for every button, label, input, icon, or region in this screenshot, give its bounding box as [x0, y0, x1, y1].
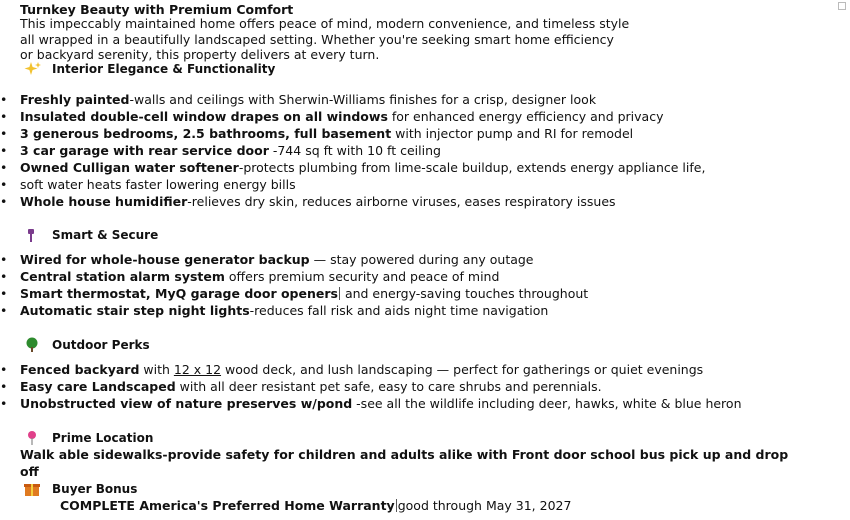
- list-item: • Automatic stair step night lights-reduces fall risk and aids night time navigation: [0, 303, 549, 318]
- list-item: • Central station alarm system offers premium security and peace of mind: [0, 269, 500, 284]
- interior-list: [0, 91, 850, 210]
- text-cursor: [396, 499, 397, 512]
- smart-list: [0, 251, 850, 319]
- intro-line: all wrapped in a beautifully landscaped setting. Whether you're seeking smart home efficiency: [20, 31, 614, 47]
- page-title: Turnkey Beauty with Premium Comfort: [20, 2, 294, 17]
- tree-icon: [24, 337, 42, 353]
- section-heading-label: Smart & Secure: [52, 228, 159, 242]
- bonus-line: COMPLETE America's Preferred Home Warranty good through May 31, 2027: [60, 498, 572, 513]
- section-heading-outdoor: [24, 337, 150, 353]
- section-heading-location: [24, 430, 153, 446]
- list-item-continued: • soft water heats faster lowering energy bills: [0, 177, 296, 192]
- section-heading-interior: [24, 61, 275, 77]
- pushpin-icon: [24, 430, 42, 446]
- list-item: • Fenced backyard with 12 x 12 wood deck, and lush landscaping — perfect for gatherings or quiet evenings: [0, 362, 704, 377]
- lock-icon: [24, 227, 42, 243]
- list-item: • Owned Culligan water softener-protects plumbing from lime-scale buildup, extends energy appliance life,: [0, 160, 706, 175]
- sparkles-icon: [24, 61, 42, 77]
- intro-paragraph: [20, 16, 629, 63]
- gift-icon: [24, 481, 42, 497]
- list-item: • 3 generous bedrooms, 2.5 bathrooms, full basement with injector pump and RI for remodel: [0, 126, 634, 141]
- location-line: off: [20, 464, 39, 479]
- section-heading-label: Outdoor Perks: [52, 338, 150, 352]
- outdoor-list: [0, 361, 850, 412]
- text-cursor: [339, 287, 340, 300]
- list-item: • Whole house humidifier-relieves dry skin, reduces airborne viruses, eases respiratory issues: [0, 194, 616, 209]
- intro-line: or backyard serenity, this property delivers at every turn.: [20, 47, 380, 62]
- section-heading-label: Prime Location: [52, 431, 154, 445]
- section-heading-bonus: [24, 481, 137, 497]
- list-item: • Easy care Landscaped with all deer resistant pet safe, easy to care shrubs and perennials.: [0, 379, 602, 394]
- list-item: • Smart thermostat, MyQ garage door openers and energy-saving touches throughout: [0, 286, 589, 301]
- list-item: • 3 car garage with rear service door -744 sq ft with 10 ft ceiling: [0, 143, 441, 158]
- section-heading-label: Interior Elegance & Functionality: [52, 62, 276, 76]
- section-heading-smart: [24, 227, 158, 243]
- corner-box-icon: [838, 2, 846, 10]
- list-item: • Insulated double-cell window drapes on all windows for enhanced energy efficiency and privacy: [0, 109, 664, 124]
- section-heading-label: Buyer Bonus: [52, 482, 138, 496]
- list-item: • Freshly painted-walls and ceilings with Sherwin-Williams finishes for a crisp, designer look: [0, 92, 597, 107]
- location-line: Walk able sidewalks-provide safety for children and adults alike with Front door school bus pick up and drop: [20, 447, 789, 462]
- intro-line: This impeccably maintained home offers peace of mind, modern convenience, and timeless style: [20, 16, 630, 31]
- list-item: • Wired for whole-house generator backup — stay powered during any outage: [0, 252, 534, 267]
- list-item: • Unobstructed view of nature preserves w/pond -see all the wildlife including deer, hawks, white & blue heron: [0, 396, 742, 411]
